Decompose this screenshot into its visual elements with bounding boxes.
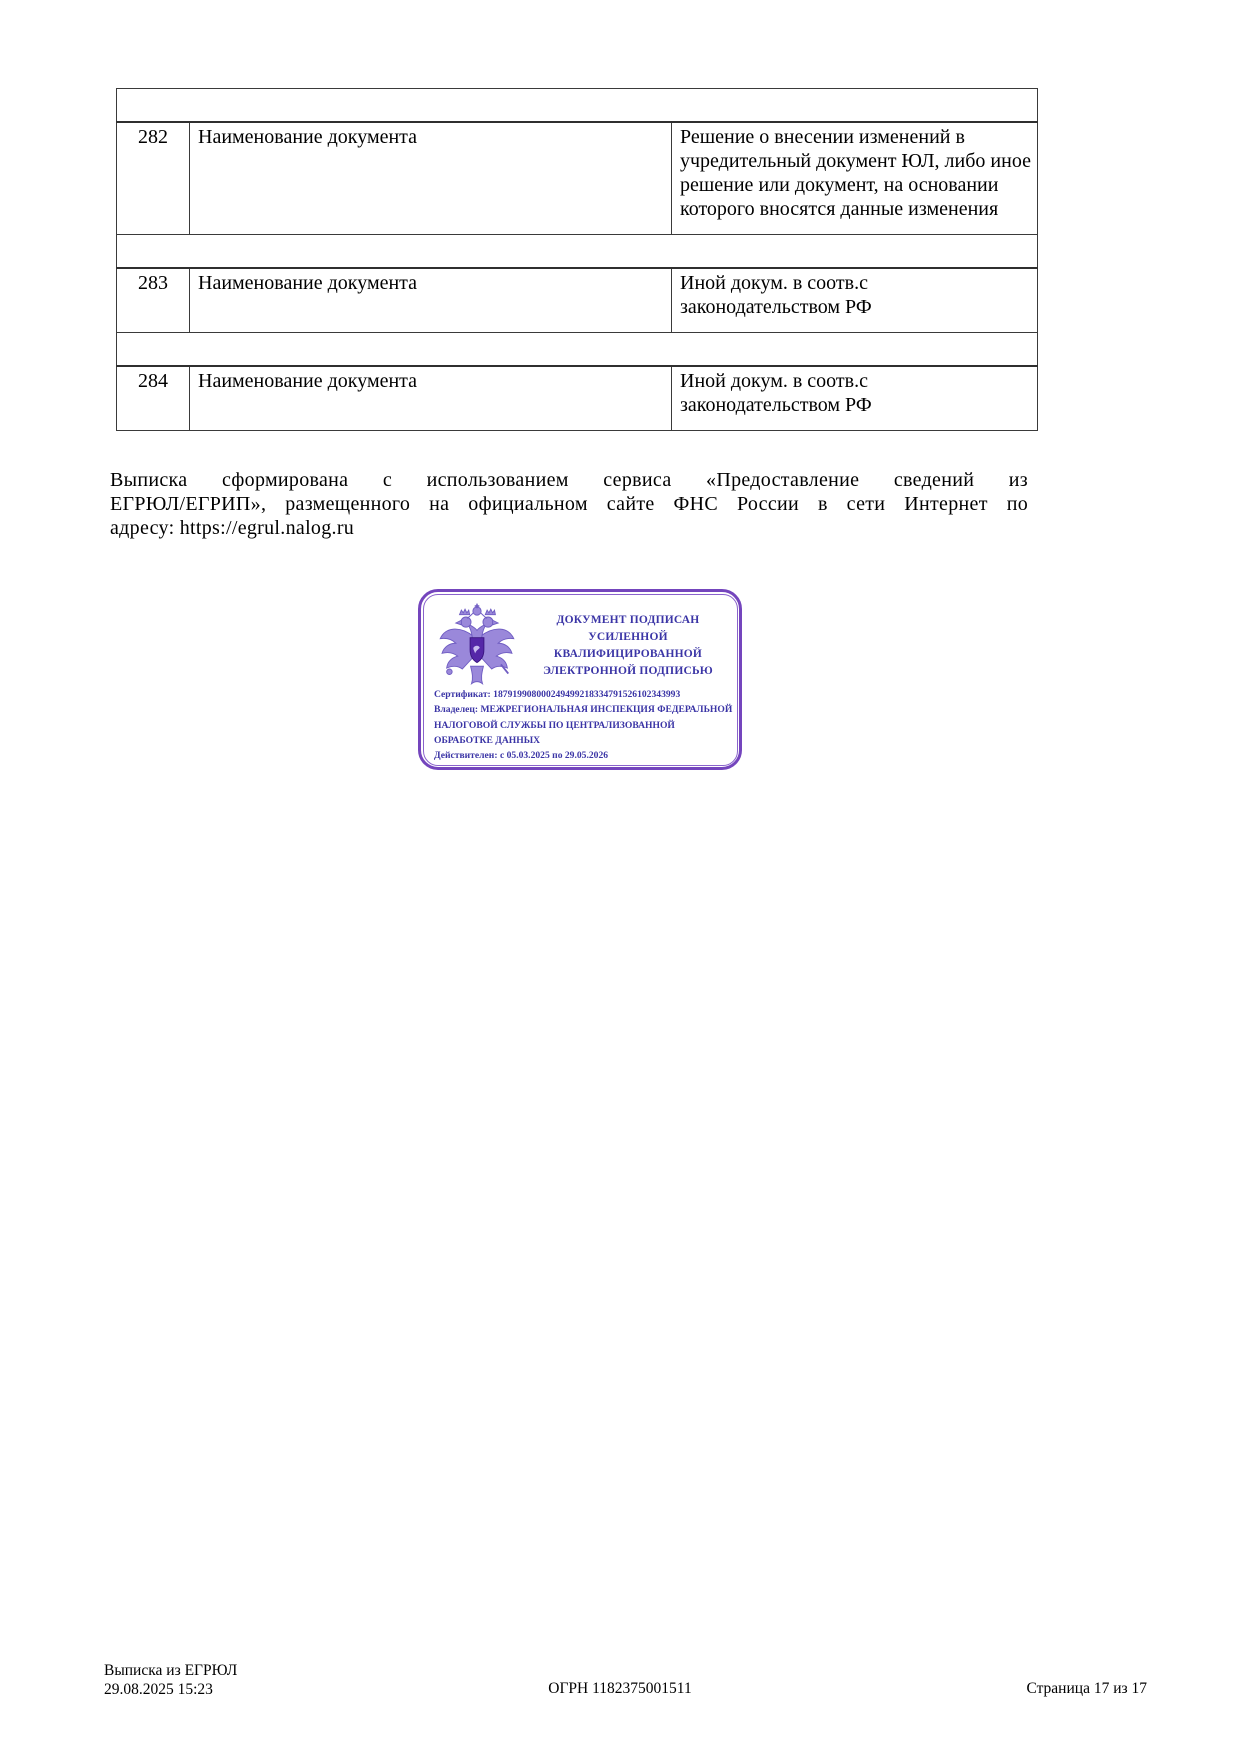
service-note <box>110 468 1028 540</box>
spacer-cell <box>117 235 1038 269</box>
stamp-title <box>521 612 735 680</box>
stamp-title-line: ЭЛЕКТРОННОЙ ПОДПИСЬЮ <box>543 665 713 677</box>
footer-ogrn: ОГРН 1182375001511 <box>548 1680 692 1697</box>
certificate-number: 187919908000249499218334791526102343993 <box>493 689 681 700</box>
row-value-cell: Иной докум. в соотв.с законодательством РФ <box>672 366 1038 431</box>
row-label-cell: Наименование документа <box>190 122 672 235</box>
footer-doc-type: Выписка из ЕГРЮЛ <box>104 1662 238 1679</box>
table-row <box>117 268 1038 333</box>
owner-line: Владелец: МЕЖРЕГИОНАЛЬНАЯ ИНСПЕКЦИЯ ФЕДЕРАЛЬНОЙ НАЛОГОВОЙ СЛУЖБЫ ПО ЦЕНТРАЛИЗОВАННОЙ ОБРАБОТКЕ ДАННЫХ <box>434 704 733 746</box>
signature-stamp <box>418 589 742 770</box>
stamp-title-line: УСИЛЕННОЙ КВАЛИФИЦИРОВАННОЙ <box>553 631 703 660</box>
table-spacer-row <box>117 333 1038 367</box>
row-value-cell: Иной докум. в соотв.с законодательством РФ <box>672 268 1038 333</box>
table-spacer-row <box>117 89 1038 123</box>
validity-dates: с 05.03.2025 по 29.05.2026 <box>499 750 609 762</box>
spacer-cell <box>117 89 1038 123</box>
row-value-cell: Решение о внесении изменений в учредительный документ ЮЛ, либо иное решение или документ, на основании которого вносятся данные изменения <box>672 122 1038 235</box>
table-row <box>117 122 1038 235</box>
validity-line: Действителен: с 05.03.2025 по 29.05.2026 <box>434 750 609 762</box>
stamp-title-line: ДОКУМЕНТ ПОДПИСАН <box>556 614 700 626</box>
row-number-cell: 284 <box>117 366 190 431</box>
footer-datetime: 29.08.2025 15:23 <box>104 1681 213 1698</box>
egrul-url-line: адресу: https://egrul.nalog.ru <box>110 517 355 539</box>
footer-page-info: Страница 17 из 17 <box>1026 1680 1147 1697</box>
table-spacer-row <box>117 235 1038 269</box>
stamp-details <box>434 687 736 763</box>
table-row <box>117 366 1038 431</box>
row-label-cell: Наименование документа <box>190 268 672 333</box>
row-label-cell: Наименование документа <box>190 366 672 431</box>
certificate-line: Сертификат: 187919908000249499218334791526102343993 <box>434 689 681 700</box>
document-table <box>116 88 1038 431</box>
owner-name: МЕЖРЕГИОНАЛЬНАЯ ИНСПЕКЦИЯ ФЕДЕРАЛЬНОЙ НАЛОГОВОЙ СЛУЖБЫ ПО ЦЕНТРАЛИЗОВАННОЙ ОБРАБОТКЕ ДАННЫХ <box>434 704 733 746</box>
service-note-line: Выписка сформирована с использованием сервиса «Предоставление сведений из <box>110 469 1028 491</box>
service-note-line: ЕГРЮЛ/ЕГРИП», размещенного на официальном сайте ФНС России в сети Интернет по <box>110 493 1028 515</box>
row-number-cell: 282 <box>117 122 190 235</box>
coat-of-arms-eagle-icon <box>431 600 523 692</box>
row-number-cell: 283 <box>117 268 190 333</box>
spacer-cell <box>117 333 1038 367</box>
